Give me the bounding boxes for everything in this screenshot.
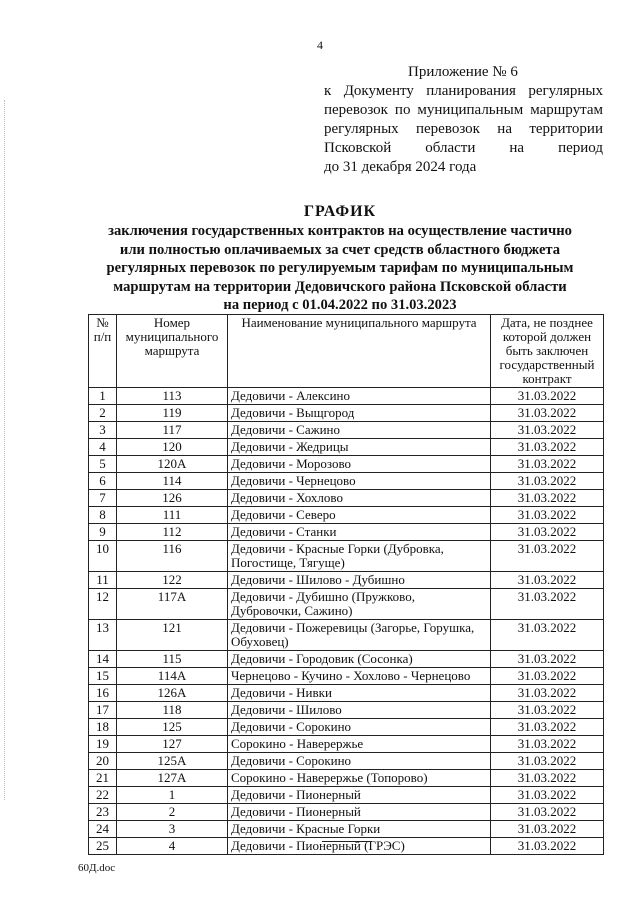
table-body — [89, 388, 604, 855]
row-number: 18 — [89, 719, 117, 736]
contract-date: 31.03.2022 — [491, 821, 604, 838]
row-number: 10 — [89, 541, 117, 572]
contract-date: 31.03.2022 — [491, 787, 604, 804]
table-row — [89, 456, 604, 473]
table-row — [89, 804, 604, 821]
route-number: 119 — [117, 405, 228, 422]
route-name: Дедовичи - Красные Горки (Дубровка, Погостище, Тягуще) — [228, 541, 491, 572]
appendix-title: Приложение № 6 — [408, 64, 518, 80]
route-name: Дедовичи - Шилово - Дубишно — [228, 572, 491, 589]
table-header-row — [89, 315, 604, 388]
table-row — [89, 620, 604, 651]
contract-date: 31.03.2022 — [491, 439, 604, 456]
table-row — [89, 651, 604, 668]
heading-line: регулярных перевозок по регулируемым тарифам по муниципальным — [106, 260, 574, 276]
table-row — [89, 490, 604, 507]
contract-date: 31.03.2022 — [491, 702, 604, 719]
contract-date: 31.03.2022 — [491, 804, 604, 821]
route-name: Дедовичи - Сорокино — [228, 719, 491, 736]
route-name: Дедовичи - Дубишно (Пружково, Дубровочки, Сажино) — [228, 589, 491, 620]
schedule-table — [88, 314, 604, 855]
row-number: 16 — [89, 685, 117, 702]
row-number: 11 — [89, 572, 117, 589]
route-name: Чернецово - Кучино - Хохлово - Чернецово — [228, 668, 491, 685]
table-row — [89, 736, 604, 753]
contract-date: 31.03.2022 — [491, 736, 604, 753]
row-number: 13 — [89, 620, 117, 651]
route-name: Дедовичи - Шилово — [228, 702, 491, 719]
row-number: 4 — [89, 439, 117, 456]
route-name: Дедовичи - Северо — [228, 507, 491, 524]
contract-date: 31.03.2022 — [491, 507, 604, 524]
contract-date: 31.03.2022 — [491, 388, 604, 405]
contract-date: 31.03.2022 — [491, 685, 604, 702]
route-name: Дедовичи - Алексино — [228, 388, 491, 405]
contract-date: 31.03.2022 — [491, 524, 604, 541]
route-name: Сорокино - Наверержье (Топорово) — [228, 770, 491, 787]
heading-line: заключения государственных контрактов на осуществление частично — [108, 223, 572, 239]
appendix-block — [324, 63, 603, 177]
route-name: Дедовичи - Жедрицы — [228, 439, 491, 456]
route-number: 120 — [117, 439, 228, 456]
row-number: 6 — [89, 473, 117, 490]
route-number: 1 — [117, 787, 228, 804]
row-number: 9 — [89, 524, 117, 541]
route-number: 127А — [117, 770, 228, 787]
row-number: 1 — [89, 388, 117, 405]
table-row — [89, 507, 604, 524]
table-row — [89, 821, 604, 838]
contract-date: 31.03.2022 — [491, 490, 604, 507]
table-row — [89, 541, 604, 572]
table-row — [89, 524, 604, 541]
separator-line — [322, 841, 372, 842]
route-number: 111 — [117, 507, 228, 524]
row-number: 8 — [89, 507, 117, 524]
contract-date: 31.03.2022 — [491, 620, 604, 651]
route-name: Дедовичи - Сорокино — [228, 753, 491, 770]
route-number: 121 — [117, 620, 228, 651]
contract-date: 31.03.2022 — [491, 838, 604, 855]
row-number: 21 — [89, 770, 117, 787]
route-number: 120А — [117, 456, 228, 473]
route-name: Дедовичи - Сажино — [228, 422, 491, 439]
table-row — [89, 589, 604, 620]
route-number: 4 — [117, 838, 228, 855]
row-number: 24 — [89, 821, 117, 838]
contract-date: 31.03.2022 — [491, 473, 604, 490]
route-name: Дедовичи - Морозово — [228, 456, 491, 473]
route-number: 127 — [117, 736, 228, 753]
row-number: 22 — [89, 787, 117, 804]
table-row — [89, 685, 604, 702]
route-name: Дедовичи - Выщгород — [228, 405, 491, 422]
row-number: 12 — [89, 589, 117, 620]
row-number: 7 — [89, 490, 117, 507]
contract-date: 31.03.2022 — [491, 770, 604, 787]
table-row — [89, 770, 604, 787]
route-name: Дедовичи - Городовик (Сосонка) — [228, 651, 491, 668]
route-number: 115 — [117, 651, 228, 668]
row-number: 3 — [89, 422, 117, 439]
table-row — [89, 787, 604, 804]
route-number: 114 — [117, 473, 228, 490]
route-name: Дедовичи - Хохлово — [228, 490, 491, 507]
table-row — [89, 668, 604, 685]
contract-date: 31.03.2022 — [491, 719, 604, 736]
contract-date: 31.03.2022 — [491, 651, 604, 668]
table-row — [89, 702, 604, 719]
header-route-number: Номер муниципального маршрута — [117, 315, 228, 388]
route-number: 125 — [117, 719, 228, 736]
route-number: 114А — [117, 668, 228, 685]
route-number: 126 — [117, 490, 228, 507]
route-name: Дедовичи - Чернецово — [228, 473, 491, 490]
appendix-line: Псковской области на период — [324, 140, 603, 156]
contract-date: 31.03.2022 — [491, 668, 604, 685]
row-number: 17 — [89, 702, 117, 719]
row-number: 14 — [89, 651, 117, 668]
row-number: 5 — [89, 456, 117, 473]
contract-date: 31.03.2022 — [491, 541, 604, 572]
route-name: Дедовичи - Нивки — [228, 685, 491, 702]
table-row — [89, 388, 604, 405]
route-number: 3 — [117, 821, 228, 838]
contract-date: 31.03.2022 — [491, 456, 604, 473]
table-row — [89, 439, 604, 456]
route-number: 125А — [117, 753, 228, 770]
document-heading — [80, 202, 600, 315]
table-row — [89, 405, 604, 422]
header-contract-date: Дата, не позднее которой должен быть заключен государственный контракт — [491, 315, 604, 388]
contract-date: 31.03.2022 — [491, 405, 604, 422]
page-number: 4 — [317, 38, 323, 52]
appendix-line: до 31 декабря 2024 года — [324, 159, 477, 175]
route-number: 112 — [117, 524, 228, 541]
row-number: 23 — [89, 804, 117, 821]
route-number: 122 — [117, 572, 228, 589]
route-name: Дедовичи - Пожеревицы (Загорье, Горушка, Обуховец) — [228, 620, 491, 651]
contract-date: 31.03.2022 — [491, 572, 604, 589]
route-name: Дедовичи - Станки — [228, 524, 491, 541]
route-number: 2 — [117, 804, 228, 821]
heading-title: ГРАФИК — [303, 203, 377, 220]
row-number: 15 — [89, 668, 117, 685]
heading-line: или полностью оплачиваемых за счет средств областного бюджета — [119, 241, 561, 258]
heading-line: маршрутам на территории Дедовичского района Псковской области — [113, 278, 567, 295]
row-number: 2 — [89, 405, 117, 422]
table-row — [89, 753, 604, 770]
contract-date: 31.03.2022 — [491, 753, 604, 770]
table-row — [89, 422, 604, 439]
route-name: Дедовичи - Пионерный — [228, 804, 491, 821]
route-name: Дедовичи - Пионерный (ГРЭС) — [228, 838, 491, 855]
contract-date: 31.03.2022 — [491, 589, 604, 620]
heading-line: на период с 01.04.2022 по 31.03.2023 — [223, 297, 457, 313]
appendix-line: перевозок по муниципальным маршрутам — [324, 102, 603, 118]
appendix-line: регулярных перевозок на территории — [324, 121, 603, 137]
route-number: 117 — [117, 422, 228, 439]
route-number: 117А — [117, 589, 228, 620]
route-number: 126А — [117, 685, 228, 702]
row-number: 19 — [89, 736, 117, 753]
row-number: 20 — [89, 753, 117, 770]
table-row — [89, 473, 604, 490]
header-route-name: Наименование муниципального маршрута — [228, 315, 491, 388]
header-number: № п/п — [89, 315, 117, 388]
route-name: Дедовичи - Красные Горки — [228, 821, 491, 838]
file-name: 60Д.doc — [78, 862, 116, 874]
route-number: 118 — [117, 702, 228, 719]
contract-date: 31.03.2022 — [491, 422, 604, 439]
route-name: Дедовичи - Пионерный — [228, 787, 491, 804]
route-number: 116 — [117, 541, 228, 572]
scan-margin-mark — [4, 100, 6, 800]
appendix-line: к Документу планирования регулярных — [324, 83, 603, 99]
table-row — [89, 719, 604, 736]
table-row — [89, 572, 604, 589]
row-number: 25 — [89, 838, 117, 855]
route-name: Сорокино - Наверержье — [228, 736, 491, 753]
route-number: 113 — [117, 388, 228, 405]
